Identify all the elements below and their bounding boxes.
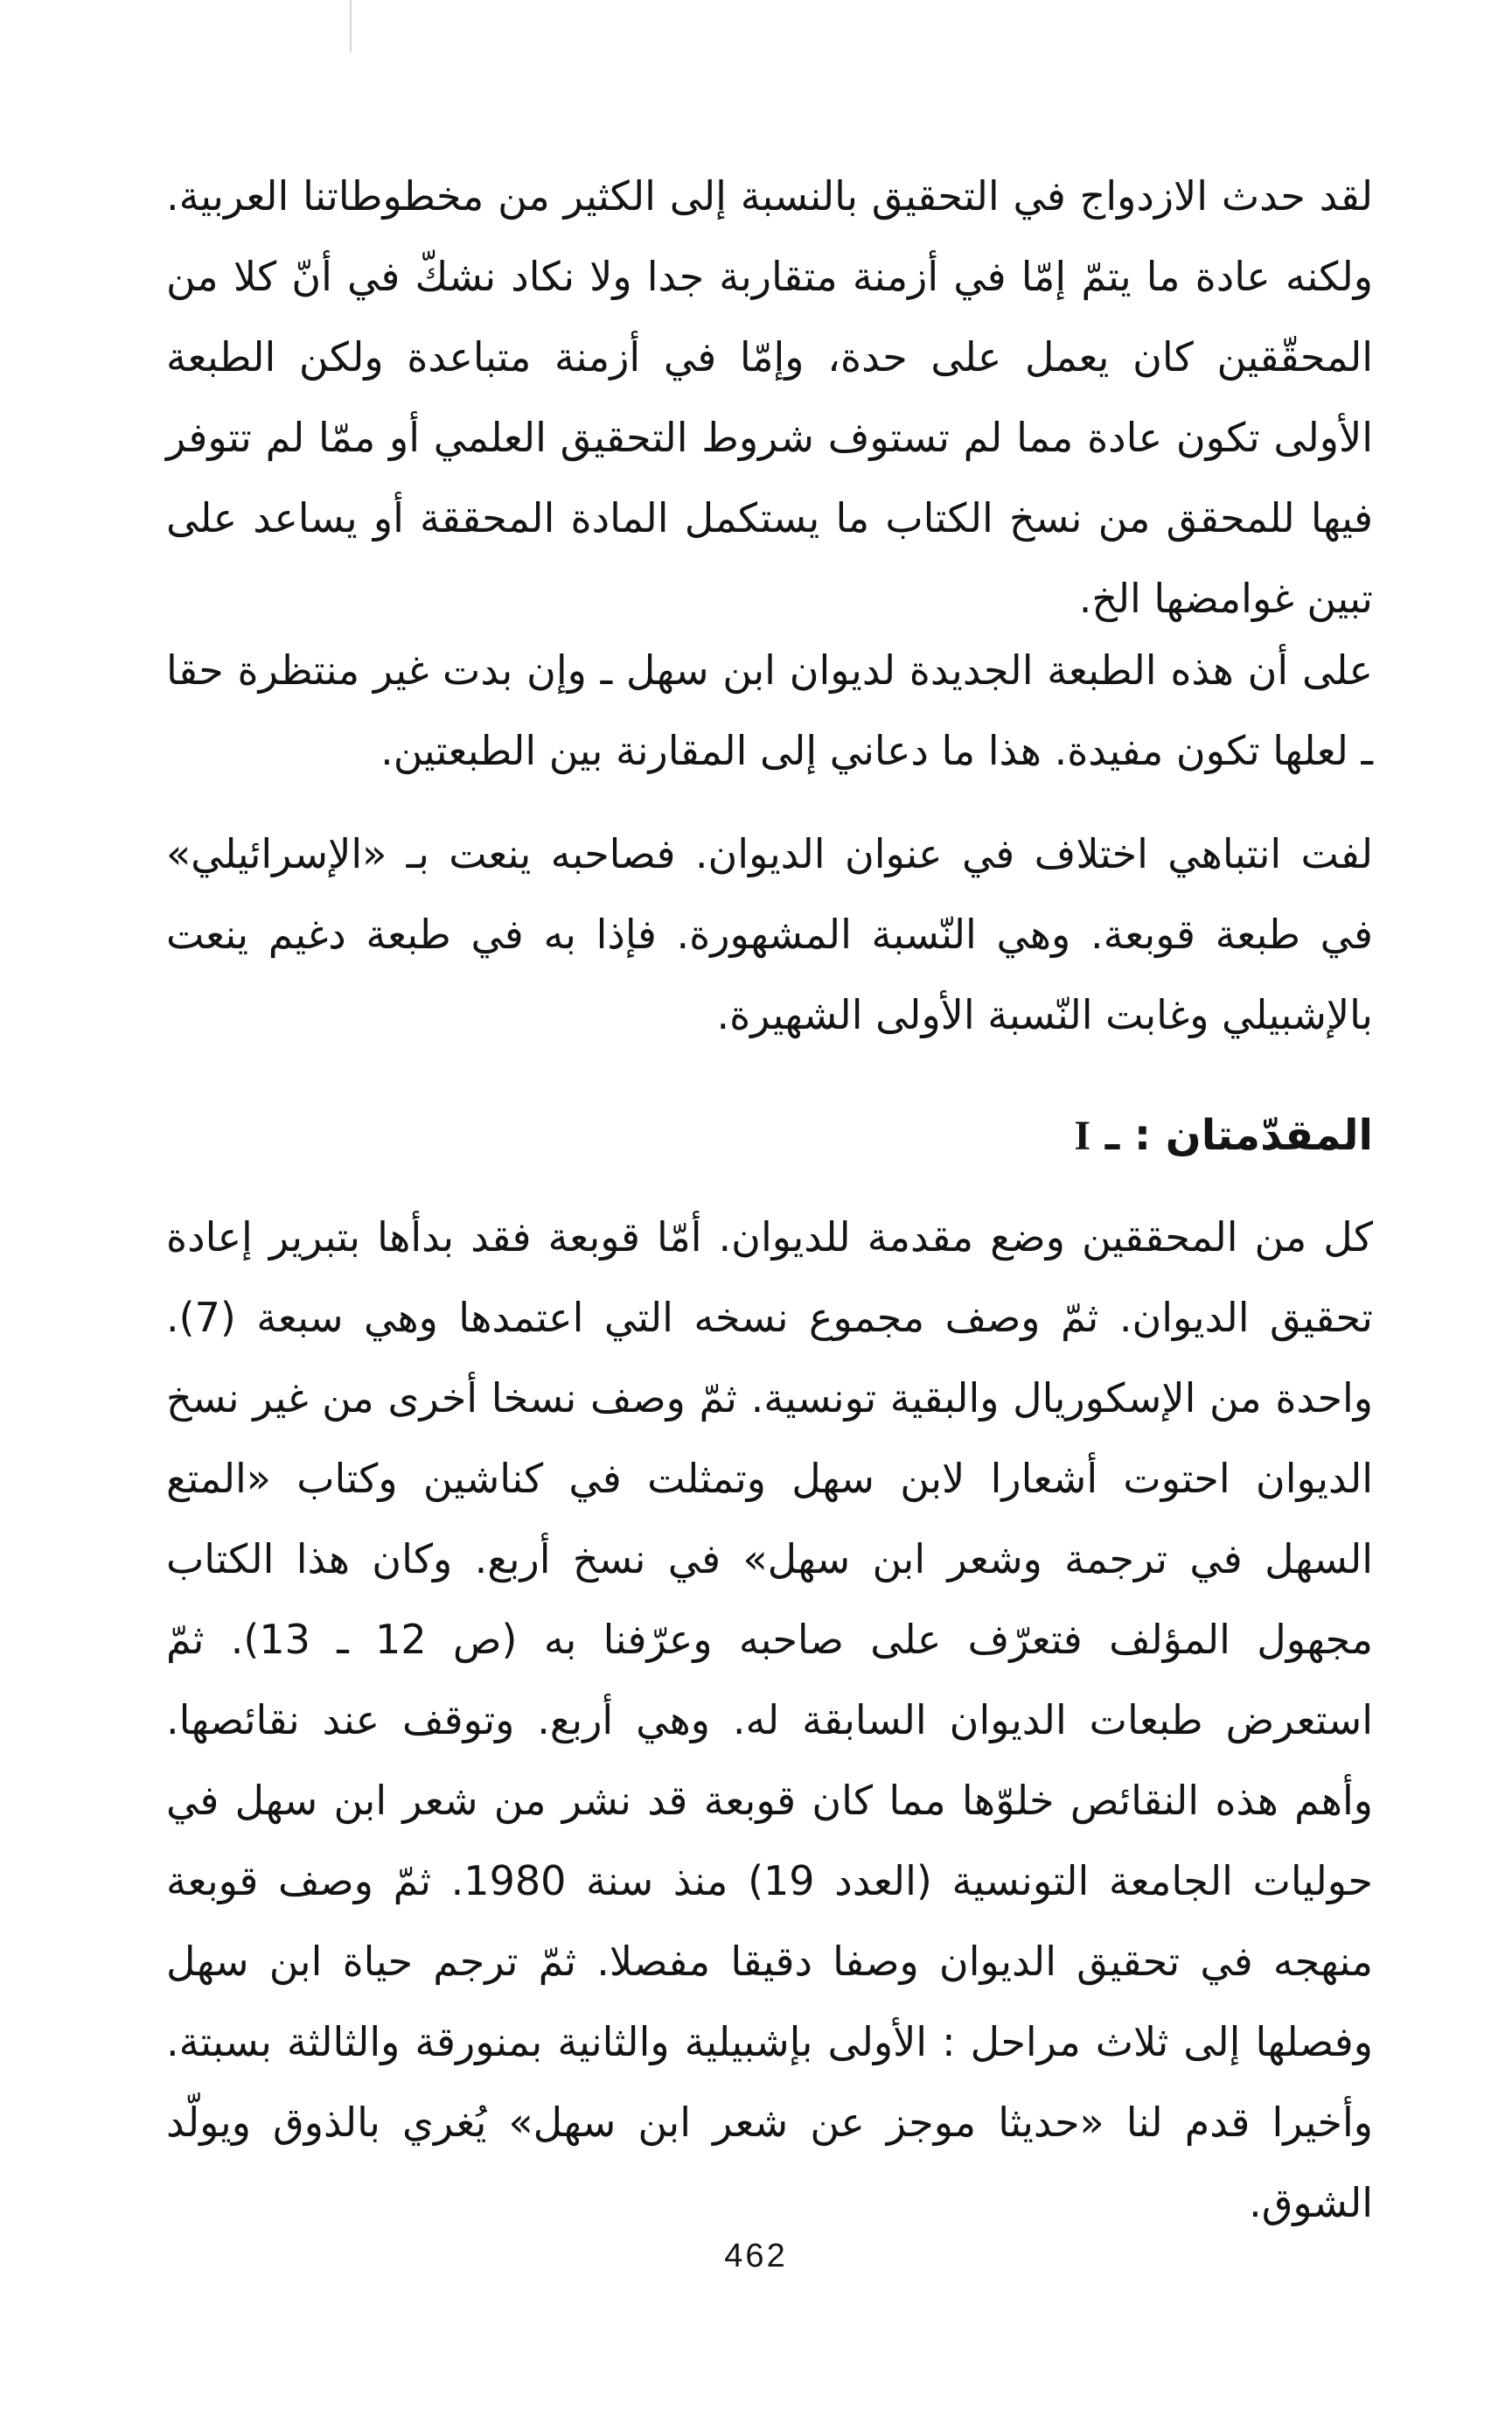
paragraph-intro <box>166 156 1373 639</box>
section-number: I <box>1074 1113 1091 1159</box>
paragraph-text: لقد حدث الازدواج في التحقيق بالنسبة إلى الكثير من مخطوطاتنا العربية. ولكنه عادة ما يتمّ إمّا في أزمنة متقاربة جدا ولا نكاد نشكّ في أنّ كلا من المحقّقين كان يعمل على حدة، وإمّا في أزمنة متباعدة ولكن الطبعة الأولى تكون عادة مما لم تستوف شروط التحقيق العلمي أو ممّا لم تتوفر فيها للمحقق من نسخ الكتاب ما يستكمل المادة المحققة أو يساعد على تبين غوامضها الخ. <box>166 172 1373 622</box>
paragraph-text: لفت انتباهي اختلاف في عنوان الديوان. فصاحبه ينعت بـ «الإسرائيلي» في طبعة قوبعة. وهي النّسبة المشهورة. فإذا به في طبعة دغيم ينعت بالإشبيلي وغابت النّسبة الأولى الشهيرة. <box>166 830 1373 1038</box>
paragraph-text: كل من المحققين وضع مقدمة للديوان. أمّا قوبعة فقد بدأها بتبرير إعادة تحقيق الديوان. ثمّ وصف مجموع نسخه التي اعتمدها وهي سبعة (7). واحدة من الإسكوريال والبقية تونسية. ثمّ وصف نسخا أخرى من غير نسخ الديوان احتوت أشعارا لابن سهل وتمثلت في كناشين وكتاب «المتع السهل في ترجمة وشعر ابن سهل» في نسخ أربع. وكان هذا الكتاب مجهول المؤلف فتعرّف على صاحبه وعرّفنا به (ص 12 ـ 13). ثمّ استعرض طبعات الديوان السابقة له. وهي أربع. وتوقف عند نقائصها. وأهم هذه النقائص خلوّها مما كان قوبعة قد نشر من شعر ابن سهل في حوليات الجامعة التونسية (العدد 19) منذ سنة 1980. ثمّ وصف قوبعة منهجه في تحقيق الديوان وصفا دقيقا مفصلا. ثمّ ترجم حياة ابن سهل وفصلها إلى ثلاث مراحل : الأولى بإشبيلية والثانية بمنورقة والثالثة بسبتة. وأخيرا قدم لنا «حديثا موجز عن شعر ابن سهل» يُغري بالذوق ويولّد الشوق. <box>166 1213 1373 2226</box>
paragraph-introductions <box>166 1197 1373 2243</box>
scan-edge-mark <box>350 0 352 52</box>
paragraph-title-difference <box>166 814 1373 1055</box>
section-heading <box>166 1095 1373 1177</box>
section-separator: ـ <box>1104 1111 1120 1160</box>
paragraph-new-edition <box>166 630 1373 791</box>
section-title: المقدّمتان : <box>1133 1111 1373 1160</box>
paragraph-text: على أن هذه الطبعة الجديدة لديوان ابن سهل ـ وإن بدت غير منتظرة حقا ـ لعلها تكون مفيدة. هذا ما دعاني إلى المقارنة بين الطبعتين. <box>166 646 1373 774</box>
page-number: 462 <box>724 2238 788 2274</box>
